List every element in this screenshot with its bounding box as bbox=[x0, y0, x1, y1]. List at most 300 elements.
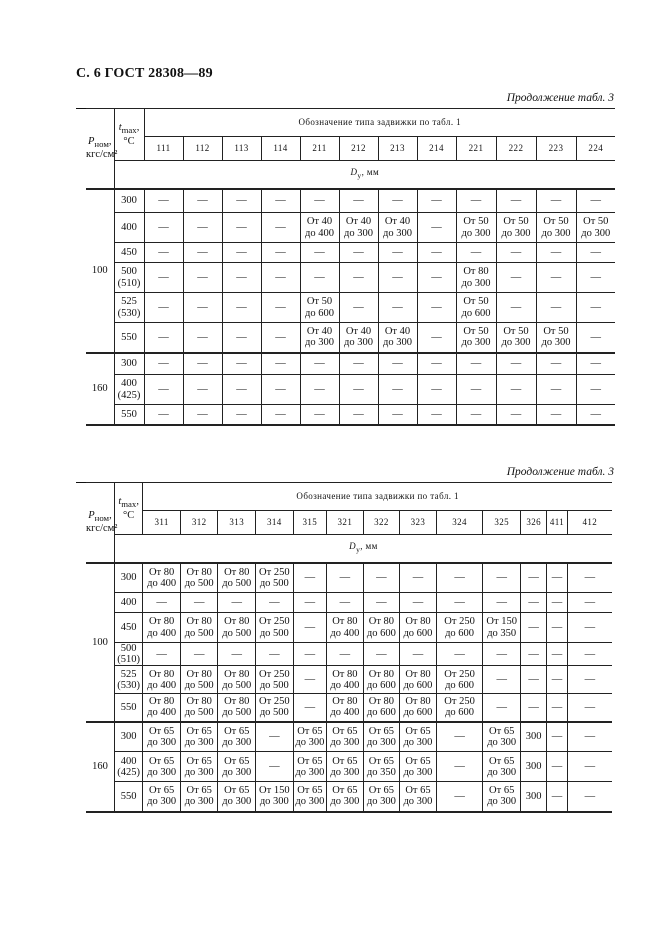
empty-cell: — bbox=[520, 666, 546, 694]
empty-cell: — bbox=[339, 375, 378, 405]
empty-cell: — bbox=[417, 213, 456, 243]
empty-cell: — bbox=[293, 593, 327, 613]
valve-type-code: 111 bbox=[144, 137, 183, 161]
nominal-diameter-header: $D_у$, мм bbox=[114, 161, 615, 189]
empty-cell: — bbox=[567, 722, 612, 752]
empty-cell: — bbox=[327, 593, 364, 613]
empty-cell: — bbox=[222, 405, 261, 425]
empty-cell: — bbox=[456, 353, 496, 375]
valve-type-code: 213 bbox=[378, 137, 417, 161]
empty-cell: — bbox=[222, 243, 261, 263]
empty-cell: — bbox=[436, 752, 483, 782]
empty-cell: — bbox=[576, 293, 615, 323]
diameter-range-cell: От 150 до 300 bbox=[256, 782, 294, 812]
diameter-range-cell: От 80 до 400 bbox=[327, 613, 364, 643]
empty-cell: — bbox=[293, 643, 327, 666]
diameter-range-cell: От 80 до 400 bbox=[327, 666, 364, 694]
diameter-range-cell: От 80 до 400 bbox=[143, 694, 181, 722]
diameter-range-cell: От 150 до 350 bbox=[483, 613, 521, 643]
empty-cell: — bbox=[456, 405, 496, 425]
temperature-value: 550 bbox=[114, 405, 144, 425]
empty-cell: — bbox=[496, 189, 536, 213]
table-row bbox=[86, 643, 612, 666]
diameter-range-cell: От 65 до 300 bbox=[180, 752, 218, 782]
valve-type-code: 325 bbox=[483, 511, 521, 535]
table-row bbox=[86, 353, 615, 375]
empty-cell: — bbox=[300, 405, 339, 425]
diameter-range-cell: От 65 до 300 bbox=[218, 752, 256, 782]
diameter-range-cell: От 80 до 300 bbox=[456, 263, 496, 293]
empty-cell: — bbox=[261, 293, 300, 323]
empty-cell: — bbox=[222, 293, 261, 323]
valve-type-code: 223 bbox=[536, 137, 576, 161]
valve-type-code: 311 bbox=[143, 511, 181, 535]
empty-cell: — bbox=[567, 643, 612, 666]
empty-cell: — bbox=[567, 593, 612, 613]
empty-cell: — bbox=[339, 189, 378, 213]
empty-cell: — bbox=[378, 189, 417, 213]
temperature-value: 400 bbox=[114, 593, 142, 613]
diameter-range-cell: От 250 до 500 bbox=[256, 613, 294, 643]
diameter-range-cell: От 65 до 300 bbox=[327, 782, 364, 812]
empty-cell: — bbox=[567, 666, 612, 694]
empty-cell: — bbox=[339, 353, 378, 375]
empty-cell: — bbox=[183, 293, 222, 323]
diameter-range-cell: От 80 до 500 bbox=[180, 613, 218, 643]
table-row bbox=[86, 613, 612, 643]
empty-cell: — bbox=[378, 243, 417, 263]
empty-cell: — bbox=[417, 405, 456, 425]
diameter-range-cell: От 80 до 500 bbox=[180, 694, 218, 722]
diameter-range-cell: От 80 до 400 bbox=[143, 563, 181, 593]
empty-cell: — bbox=[436, 722, 483, 752]
valve-type-code: 114 bbox=[261, 137, 300, 161]
diameter-range-cell: От 80 до 500 bbox=[218, 666, 256, 694]
empty-cell: — bbox=[378, 263, 417, 293]
empty-cell: — bbox=[520, 563, 546, 593]
valve-type-code: 315 bbox=[293, 511, 327, 535]
empty-cell: — bbox=[547, 752, 567, 782]
empty-cell: — bbox=[327, 563, 364, 593]
diameter-range-cell: От 65 до 300 bbox=[400, 782, 437, 812]
diameter-range-cell: От 65 до 300 bbox=[363, 782, 400, 812]
empty-cell: — bbox=[436, 782, 483, 812]
valve-type-code: 326 bbox=[520, 511, 546, 535]
valve-type-code: 411 bbox=[547, 511, 567, 535]
diameter-range-cell: От 80 до 600 bbox=[400, 613, 437, 643]
empty-cell: — bbox=[536, 293, 576, 323]
temperature-value: 525 (530) bbox=[114, 666, 142, 694]
diameter-range-cell: 300 bbox=[520, 752, 546, 782]
pressure-header: $P_{ном}$, кгс/см² bbox=[86, 483, 114, 563]
empty-cell: — bbox=[144, 189, 183, 213]
diameter-range-cell: От 65 до 300 bbox=[483, 782, 521, 812]
empty-cell: — bbox=[536, 243, 576, 263]
diameter-range-cell: От 80 до 500 bbox=[218, 613, 256, 643]
diameter-range-cell: От 40 до 400 bbox=[300, 213, 339, 243]
empty-cell: — bbox=[144, 353, 183, 375]
empty-cell: — bbox=[536, 353, 576, 375]
empty-cell: — bbox=[293, 694, 327, 722]
empty-cell: — bbox=[456, 243, 496, 263]
valve-type-code: 214 bbox=[417, 137, 456, 161]
valve-type-code: 212 bbox=[339, 137, 378, 161]
empty-cell: — bbox=[144, 263, 183, 293]
temperature-value: 550 bbox=[114, 323, 144, 353]
empty-cell: — bbox=[363, 593, 400, 613]
empty-cell: — bbox=[261, 375, 300, 405]
valve-type-code: 222 bbox=[496, 137, 536, 161]
empty-cell: — bbox=[496, 375, 536, 405]
temperature-header: $t_{max}$, °C bbox=[114, 109, 144, 161]
empty-cell: — bbox=[496, 353, 536, 375]
empty-cell: — bbox=[293, 563, 327, 593]
empty-cell: — bbox=[496, 243, 536, 263]
diameter-range-cell: От 80 до 500 bbox=[180, 563, 218, 593]
diameter-range-cell: От 65 до 350 bbox=[363, 752, 400, 782]
empty-cell: — bbox=[547, 694, 567, 722]
table-row bbox=[86, 694, 612, 722]
empty-cell: — bbox=[256, 722, 294, 752]
empty-cell: — bbox=[256, 752, 294, 782]
diameter-range-cell: От 65 до 300 bbox=[400, 722, 437, 752]
empty-cell: — bbox=[547, 666, 567, 694]
diameter-range-cell: От 80 до 600 bbox=[400, 666, 437, 694]
empty-cell: — bbox=[300, 375, 339, 405]
pressure-value: 100 bbox=[86, 189, 114, 353]
diameter-range-cell: От 80 до 500 bbox=[218, 694, 256, 722]
diameter-range-cell: От 50 до 300 bbox=[536, 213, 576, 243]
empty-cell: — bbox=[261, 353, 300, 375]
empty-cell: — bbox=[483, 563, 521, 593]
empty-cell: — bbox=[261, 405, 300, 425]
diameter-range-cell: От 50 до 300 bbox=[496, 323, 536, 353]
temperature-value: 550 bbox=[114, 782, 142, 812]
empty-cell: — bbox=[417, 263, 456, 293]
empty-cell: — bbox=[339, 263, 378, 293]
table-row bbox=[86, 189, 615, 213]
table-row bbox=[86, 666, 612, 694]
pressure-value: 160 bbox=[86, 353, 114, 425]
valve-type-code: 314 bbox=[256, 511, 294, 535]
diameter-range-cell: От 80 до 400 bbox=[327, 694, 364, 722]
empty-cell: — bbox=[144, 375, 183, 405]
diameter-range-cell: От 65 до 300 bbox=[218, 782, 256, 812]
empty-cell: — bbox=[547, 563, 567, 593]
diameter-range-cell: От 65 до 300 bbox=[143, 782, 181, 812]
empty-cell: — bbox=[339, 243, 378, 263]
temperature-value: 500 (510) bbox=[114, 263, 144, 293]
table-row bbox=[86, 293, 615, 323]
empty-cell: — bbox=[222, 375, 261, 405]
empty-cell: — bbox=[378, 375, 417, 405]
empty-cell: — bbox=[417, 353, 456, 375]
valve-type-code: 224 bbox=[576, 137, 615, 161]
diameter-range-cell: От 80 до 400 bbox=[143, 666, 181, 694]
empty-cell: — bbox=[339, 293, 378, 323]
diameter-range-cell: От 40 до 300 bbox=[378, 213, 417, 243]
table-row bbox=[86, 752, 612, 782]
diameter-range-cell: От 65 до 300 bbox=[180, 782, 218, 812]
empty-cell: — bbox=[222, 323, 261, 353]
diameter-range-cell: От 65 до 300 bbox=[218, 722, 256, 752]
diameter-range-cell: От 50 до 300 bbox=[456, 213, 496, 243]
empty-cell: — bbox=[363, 563, 400, 593]
empty-cell: — bbox=[183, 405, 222, 425]
empty-cell: — bbox=[567, 752, 612, 782]
empty-cell: — bbox=[520, 613, 546, 643]
empty-cell: — bbox=[417, 189, 456, 213]
valve-type-code: 324 bbox=[436, 511, 483, 535]
empty-cell: — bbox=[293, 666, 327, 694]
empty-cell: — bbox=[417, 323, 456, 353]
empty-cell: — bbox=[180, 643, 218, 666]
empty-cell: — bbox=[576, 375, 615, 405]
temperature-value: 300 bbox=[114, 722, 142, 752]
diameter-range-cell: От 50 до 300 bbox=[456, 323, 496, 353]
table-row bbox=[86, 405, 615, 425]
diameter-range-cell: От 50 до 600 bbox=[456, 293, 496, 323]
empty-cell: — bbox=[222, 353, 261, 375]
diameter-range-cell: От 250 до 600 bbox=[436, 613, 483, 643]
diameter-range-cell: От 40 до 300 bbox=[339, 213, 378, 243]
page-header: С. 6 ГОСТ 28308—89 bbox=[76, 66, 213, 81]
diameter-range-cell: От 40 до 300 bbox=[378, 323, 417, 353]
valve-type-group-header: Обозначение типа задвижки по табл. 1 bbox=[144, 109, 615, 137]
valve-type-code: 412 bbox=[567, 511, 612, 535]
empty-cell: — bbox=[222, 189, 261, 213]
table2-continuation: Продолжение табл. 3 bbox=[506, 466, 614, 478]
temperature-value: 450 bbox=[114, 243, 144, 263]
table-row bbox=[86, 213, 615, 243]
diameter-range-cell: От 65 до 300 bbox=[143, 752, 181, 782]
empty-cell: — bbox=[496, 263, 536, 293]
diameter-range-cell: От 65 до 300 bbox=[293, 722, 327, 752]
empty-cell: — bbox=[256, 593, 294, 613]
empty-cell: — bbox=[576, 353, 615, 375]
diameter-range-cell: От 80 до 600 bbox=[363, 613, 400, 643]
empty-cell: — bbox=[300, 353, 339, 375]
empty-cell: — bbox=[183, 323, 222, 353]
diameter-range-cell: От 50 до 300 bbox=[536, 323, 576, 353]
table1-continuation: Продолжение табл. 3 bbox=[506, 92, 614, 104]
empty-cell: — bbox=[417, 243, 456, 263]
diameter-range-cell: От 65 до 300 bbox=[483, 722, 521, 752]
diameter-range-cell: От 250 до 600 bbox=[436, 666, 483, 694]
valve-type-code: 312 bbox=[180, 511, 218, 535]
table-row bbox=[86, 243, 615, 263]
empty-cell: — bbox=[293, 613, 327, 643]
empty-cell: — bbox=[339, 405, 378, 425]
empty-cell: — bbox=[483, 666, 521, 694]
valve-type-code: 112 bbox=[183, 137, 222, 161]
empty-cell: — bbox=[144, 243, 183, 263]
empty-cell: — bbox=[417, 293, 456, 323]
diameter-range-cell: От 65 до 300 bbox=[483, 752, 521, 782]
empty-cell: — bbox=[261, 243, 300, 263]
empty-cell: — bbox=[144, 213, 183, 243]
diameter-range-cell: От 65 до 300 bbox=[180, 722, 218, 752]
diameter-range-cell: От 50 до 300 bbox=[496, 213, 536, 243]
empty-cell: — bbox=[576, 189, 615, 213]
empty-cell: — bbox=[567, 694, 612, 722]
empty-cell: — bbox=[256, 643, 294, 666]
diameter-range-cell: 300 bbox=[520, 722, 546, 752]
temperature-value: 300 bbox=[114, 189, 144, 213]
temperature-header: $t_{max}$, °C bbox=[114, 483, 142, 535]
empty-cell: — bbox=[576, 243, 615, 263]
empty-cell: — bbox=[547, 782, 567, 812]
empty-cell: — bbox=[496, 405, 536, 425]
temperature-value: 300 bbox=[114, 353, 144, 375]
empty-cell: — bbox=[183, 213, 222, 243]
empty-cell: — bbox=[436, 593, 483, 613]
table-row bbox=[86, 593, 612, 613]
valve-type-code: 313 bbox=[218, 511, 256, 535]
empty-cell: — bbox=[183, 189, 222, 213]
empty-cell: — bbox=[327, 643, 364, 666]
valve-type-code: 323 bbox=[400, 511, 437, 535]
valve-table-1 bbox=[86, 108, 615, 426]
temperature-value: 400 (425) bbox=[114, 752, 142, 782]
diameter-range-cell: От 65 до 300 bbox=[363, 722, 400, 752]
diameter-range-cell: От 250 до 500 bbox=[256, 563, 294, 593]
valve-type-group-header: Обозначение типа задвижки по табл. 1 bbox=[143, 483, 612, 511]
diameter-range-cell: От 80 до 600 bbox=[363, 666, 400, 694]
diameter-range-cell: От 250 до 600 bbox=[436, 694, 483, 722]
empty-cell: — bbox=[483, 593, 521, 613]
empty-cell: — bbox=[261, 189, 300, 213]
diameter-range-cell: От 250 до 500 bbox=[256, 694, 294, 722]
empty-cell: — bbox=[218, 643, 256, 666]
empty-cell: — bbox=[483, 643, 521, 666]
diameter-range-cell: От 80 до 500 bbox=[218, 563, 256, 593]
pressure-value: 160 bbox=[86, 722, 114, 812]
table-row bbox=[86, 375, 615, 405]
diameter-range-cell: От 80 до 600 bbox=[363, 694, 400, 722]
empty-cell: — bbox=[143, 593, 181, 613]
empty-cell: — bbox=[144, 405, 183, 425]
empty-cell: — bbox=[378, 353, 417, 375]
temperature-value: 525 (530) bbox=[114, 293, 144, 323]
temperature-value: 450 bbox=[114, 613, 142, 643]
empty-cell: — bbox=[536, 189, 576, 213]
empty-cell: — bbox=[456, 189, 496, 213]
valve-table-2 bbox=[86, 482, 612, 813]
diameter-range-cell: От 65 до 300 bbox=[143, 722, 181, 752]
empty-cell: — bbox=[417, 375, 456, 405]
valve-type-code: 321 bbox=[327, 511, 364, 535]
table-row bbox=[86, 722, 612, 752]
table-row bbox=[86, 782, 612, 812]
empty-cell: — bbox=[536, 405, 576, 425]
empty-cell: — bbox=[183, 263, 222, 293]
empty-cell: — bbox=[567, 563, 612, 593]
diameter-range-cell: От 65 до 300 bbox=[327, 722, 364, 752]
diameter-range-cell: От 65 до 300 bbox=[293, 752, 327, 782]
empty-cell: — bbox=[400, 643, 437, 666]
empty-cell: — bbox=[144, 323, 183, 353]
empty-cell: — bbox=[536, 375, 576, 405]
diameter-range-cell: От 50 до 600 bbox=[300, 293, 339, 323]
temperature-value: 300 bbox=[114, 563, 142, 593]
empty-cell: — bbox=[496, 293, 536, 323]
empty-cell: — bbox=[222, 213, 261, 243]
empty-cell: — bbox=[300, 189, 339, 213]
empty-cell: — bbox=[378, 293, 417, 323]
empty-cell: — bbox=[183, 353, 222, 375]
empty-cell: — bbox=[261, 263, 300, 293]
diameter-range-cell: От 80 до 500 bbox=[180, 666, 218, 694]
pressure-header: $P_{ном}$, кгс/см² bbox=[86, 109, 114, 189]
empty-cell: — bbox=[144, 293, 183, 323]
empty-cell: — bbox=[218, 593, 256, 613]
diameter-range-cell: От 65 до 300 bbox=[293, 782, 327, 812]
diameter-range-cell: От 40 до 300 bbox=[300, 323, 339, 353]
nominal-diameter-header: $D_у$, мм bbox=[114, 535, 612, 563]
valve-type-code: 211 bbox=[300, 137, 339, 161]
diameter-range-cell: От 80 до 400 bbox=[143, 613, 181, 643]
table-row bbox=[86, 263, 615, 293]
table-row bbox=[86, 323, 615, 353]
empty-cell: — bbox=[222, 263, 261, 293]
empty-cell: — bbox=[536, 263, 576, 293]
temperature-value: 500 (510) bbox=[114, 643, 142, 666]
empty-cell: — bbox=[436, 563, 483, 593]
valve-type-code: 322 bbox=[363, 511, 400, 535]
empty-cell: — bbox=[576, 263, 615, 293]
diameter-range-cell: От 50 до 300 bbox=[576, 213, 615, 243]
empty-cell: — bbox=[378, 405, 417, 425]
empty-cell: — bbox=[567, 613, 612, 643]
diameter-range-cell: От 250 до 500 bbox=[256, 666, 294, 694]
empty-cell: — bbox=[520, 643, 546, 666]
diameter-range-cell: От 40 до 300 bbox=[339, 323, 378, 353]
diameter-range-cell: От 65 до 300 bbox=[400, 752, 437, 782]
empty-cell: — bbox=[143, 643, 181, 666]
empty-cell: — bbox=[183, 375, 222, 405]
empty-cell: — bbox=[547, 722, 567, 752]
temperature-value: 550 bbox=[114, 694, 142, 722]
temperature-value: 400 (425) bbox=[114, 375, 144, 405]
valve-type-code: 113 bbox=[222, 137, 261, 161]
empty-cell: — bbox=[547, 613, 567, 643]
empty-cell: — bbox=[576, 323, 615, 353]
empty-cell: — bbox=[261, 213, 300, 243]
empty-cell: — bbox=[300, 243, 339, 263]
empty-cell: — bbox=[520, 694, 546, 722]
temperature-value: 400 bbox=[114, 213, 144, 243]
valve-type-code: 221 bbox=[456, 137, 496, 161]
empty-cell: — bbox=[520, 593, 546, 613]
empty-cell: — bbox=[400, 563, 437, 593]
empty-cell: — bbox=[261, 323, 300, 353]
empty-cell: — bbox=[567, 782, 612, 812]
diameter-range-cell: От 80 до 600 bbox=[400, 694, 437, 722]
empty-cell: — bbox=[183, 243, 222, 263]
empty-cell: — bbox=[300, 263, 339, 293]
empty-cell: — bbox=[180, 593, 218, 613]
empty-cell: — bbox=[456, 375, 496, 405]
empty-cell: — bbox=[547, 643, 567, 666]
diameter-range-cell: От 65 до 300 bbox=[327, 752, 364, 782]
empty-cell: — bbox=[483, 694, 521, 722]
diameter-range-cell: 300 bbox=[520, 782, 546, 812]
empty-cell: — bbox=[436, 643, 483, 666]
table-row bbox=[86, 563, 612, 593]
empty-cell: — bbox=[363, 643, 400, 666]
pressure-value: 100 bbox=[86, 563, 114, 722]
